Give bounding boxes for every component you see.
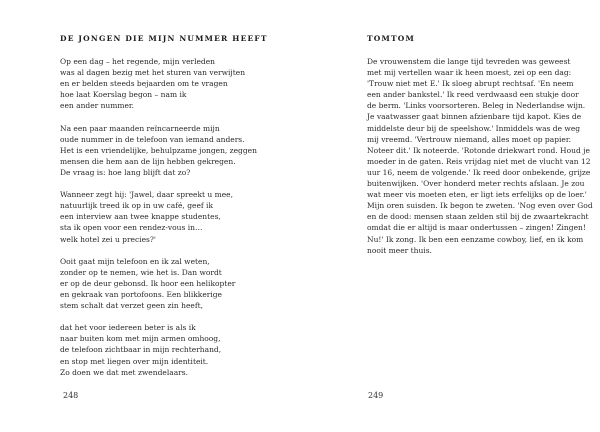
left-poem-body: [60, 56, 280, 389]
prose-line: met mij vertellen waar ik heen moest, zei op een dag:: [367, 68, 572, 78]
poem-line: zonder op te nemen, wie het is. Dan wordt: [60, 267, 222, 277]
poem-line: Na een paar maanden reïncarneerde mijn: [60, 123, 220, 133]
right-poem-body: [367, 56, 593, 256]
poem-line: stem schalt dat verzet geen zin heeft,: [60, 301, 204, 311]
poem-line: sta ik open voor een rendez-vous in…: [60, 223, 203, 233]
poem-line: en stop met liegen over mijn identiteit.: [60, 356, 209, 366]
poem-line: natuurlijk treed ik op in uw café, geef ik: [60, 201, 213, 211]
poem-line: en gekraak van portofoons. Een blikkerige: [60, 289, 222, 299]
prose-line: Nu!' Ik zong. Ik ben een eenzame cowboy, lief, en ik kom: [367, 234, 584, 244]
poem-line: welk hotel zei u precies?': [60, 234, 156, 244]
poem-line: Op een dag – het regende, mijn verleden: [60, 57, 216, 66]
prose-line: moeder in de gaten. Reis vrijdag niet met de vlucht van 12: [367, 156, 591, 166]
poem-line: mensen die hem aan de lijn hebben gekregen.: [60, 156, 236, 166]
left-poem-title: DE JONGEN DIE MIJN NUMMER HEEFT: [60, 34, 268, 43]
poem-line: Wanneer zegt hij: 'Jawel, daar spreekt u mee,: [60, 190, 234, 200]
prose-line: wat meer vis moeten eten, er ligt iets erfelijks op de loer.': [367, 190, 587, 200]
poem-line: naar buiten kom met mijn armen omhoog,: [60, 334, 221, 344]
right-poem-title: TOMTOM: [367, 34, 416, 43]
prose-line: een ander bankstel.' Ik reed verdwaasd een stukje door: [367, 90, 579, 100]
prose-line: 'Trouw niet met E.' Ik sloeg abrupt rechtsaf. 'En neem: [367, 79, 574, 89]
poem-line: was al dagen bezig met het sturen van verwijten: [60, 68, 246, 78]
poem-line: oude nummer in de telefoon van iemand anders.: [60, 134, 245, 144]
stanza: [60, 322, 280, 377]
poem-line: een interview aan twee knappe studentes,: [60, 212, 221, 222]
left-page-number: 248: [63, 391, 79, 400]
prose-line: De vrouwenstem die lange tijd tevreden was geweest: [367, 57, 571, 66]
right-page-number: 249: [368, 391, 384, 400]
poem-line: en er belden steeds bejaarden om te vragen: [60, 79, 228, 89]
poem-line: een ander nummer.: [60, 101, 135, 111]
stanza: [60, 56, 280, 111]
prose-line: middelste deur bij de speelshow.' Inmiddels was de weg: [367, 123, 581, 133]
prose-line: buitenwijken. 'Over honderd meter rechts afslaan. Je zou: [367, 179, 585, 189]
stanza: [60, 123, 280, 178]
poem-line: hoe laat Koerslag begon – nam ik: [60, 90, 187, 100]
prose-line: Mijn oren suisden. Ik begon te zweten. 'Nog even over God: [367, 201, 593, 211]
poem-line: er op de deur gebonsd. Ik hoor een helikopter: [60, 278, 236, 288]
prose-line: de berm. 'Links voorsorteren. Beleg in Nederlandse wijn.: [367, 101, 586, 111]
poem-line: De vraag is: hoe lang blijft dat zo?: [60, 167, 191, 177]
stanza: [60, 256, 280, 311]
prose-line: en de dood: mensen staan zelden stil bij de zwaartekracht: [367, 212, 589, 222]
prose-line: Noteer dit.' Ik noteerde. 'Rotonde driekwart rond. Houd je: [367, 145, 590, 155]
poem-line: dat het voor iedereen beter is als ik: [60, 323, 196, 333]
poem-line: Het is een vriendelijke, behulpzame jongen, zeggen: [60, 145, 257, 155]
right-page: [300, 0, 600, 432]
stanza: [60, 189, 280, 244]
prose-line: uur 16, neem de volgende.' Ik reed door onbekende, grijze: [367, 167, 591, 177]
prose-line: nooit meer thuis.: [367, 245, 432, 255]
prose-line: Je vaatwasser gaat binnen afzienbare tijd kapot. Kies de: [367, 112, 582, 122]
poem-line: Ooit gaat mijn telefoon en ik zal weten,: [60, 256, 210, 266]
poem-line: Zo doen we dat met zwendelaars.: [60, 367, 188, 377]
prose-line: omdat die er altijd is maar ondertussen – zingen! Zingen!: [367, 223, 586, 233]
prose-line: mij vreemd. 'Vertrouw niemand, alles moet op papier.: [367, 134, 571, 144]
poem-line: de telefoon zichtbaar in mijn rechterhand,: [60, 345, 222, 355]
